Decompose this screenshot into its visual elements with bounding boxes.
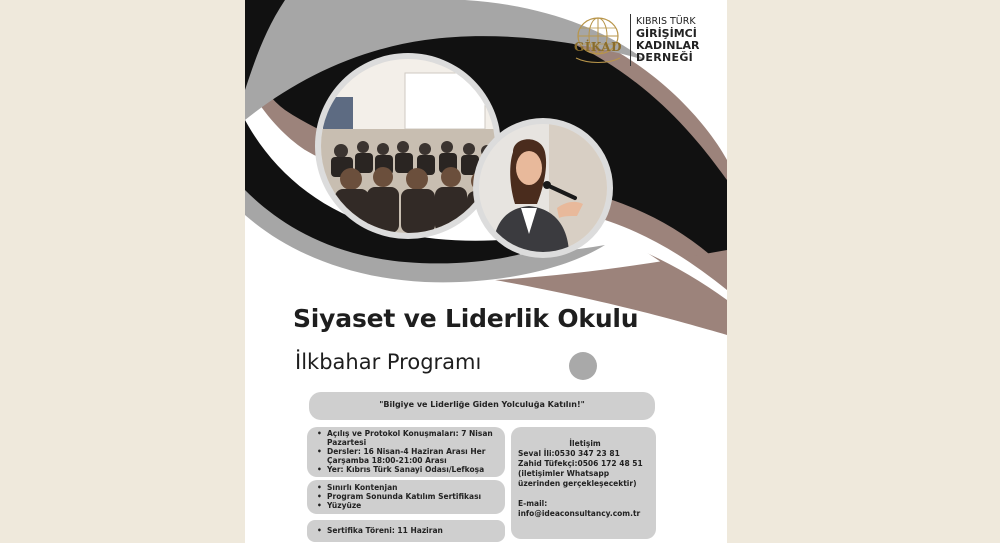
- slogan-box: [309, 392, 655, 420]
- feature-item: • Yüzyüze: [317, 501, 499, 510]
- schedule-item: • Dersler: 16 Nisan-4 Haziran Arası Her Çarşamba 18:00-21:00 Arası: [317, 447, 499, 465]
- contact-line-2: Zahid Tüfekçi:0506 172 48 51: [518, 459, 643, 468]
- ceremony-box: [307, 520, 505, 542]
- page-title: Siyaset ve Liderlik Okulu: [293, 304, 639, 333]
- speaker-photo: [479, 124, 607, 252]
- slogan-text: "Bilgiye ve Liderliğe Giden Yolculuğa Katılın!": [379, 400, 585, 409]
- feature-item: • Program Sonunda Katılım Sertifikası: [317, 492, 499, 501]
- logo-mark-text: GİKAD: [573, 40, 623, 54]
- poster: [245, 0, 727, 543]
- schedule-item: • Yer: Kıbrıs Türk Sanayi Odası/Lefkoşa: [317, 465, 499, 474]
- email-label: E-mail:: [518, 499, 548, 508]
- logo-line-4: DERNEĞİ: [636, 51, 694, 64]
- logo-line-2: GİRİŞİMCİ: [636, 27, 697, 40]
- schedule-item: • Açılış ve Protokol Konuşmaları: 7 Nisan Pazartesi: [317, 429, 499, 447]
- logo-line-1: KIBRIS TÜRK: [636, 16, 696, 27]
- logo-line-3: KADINLAR: [636, 39, 700, 52]
- audience-photo: [321, 59, 495, 233]
- logo-divider: [630, 14, 631, 66]
- feature-item: • Sınırlı Kontenjan: [317, 483, 499, 492]
- features-box: [307, 480, 505, 514]
- email-address: info@ideaconsultancy.com.tr: [518, 509, 641, 518]
- decorative-dot: [569, 352, 597, 380]
- contact-line-1: Seval İli:0530 347 23 81: [518, 449, 620, 458]
- contact-box: [511, 427, 656, 539]
- ceremony-item: • Sertifika Töreni: 11 Haziran: [317, 526, 499, 535]
- contact-title: İletişim: [569, 439, 601, 448]
- page-subtitle: İlkbahar Programı: [295, 350, 482, 374]
- gikad-logo: [570, 10, 720, 70]
- schedule-box: [307, 427, 505, 477]
- contact-line-3: (iletişimler Whatsapp üzerinden gerçekleşecektir): [518, 469, 637, 488]
